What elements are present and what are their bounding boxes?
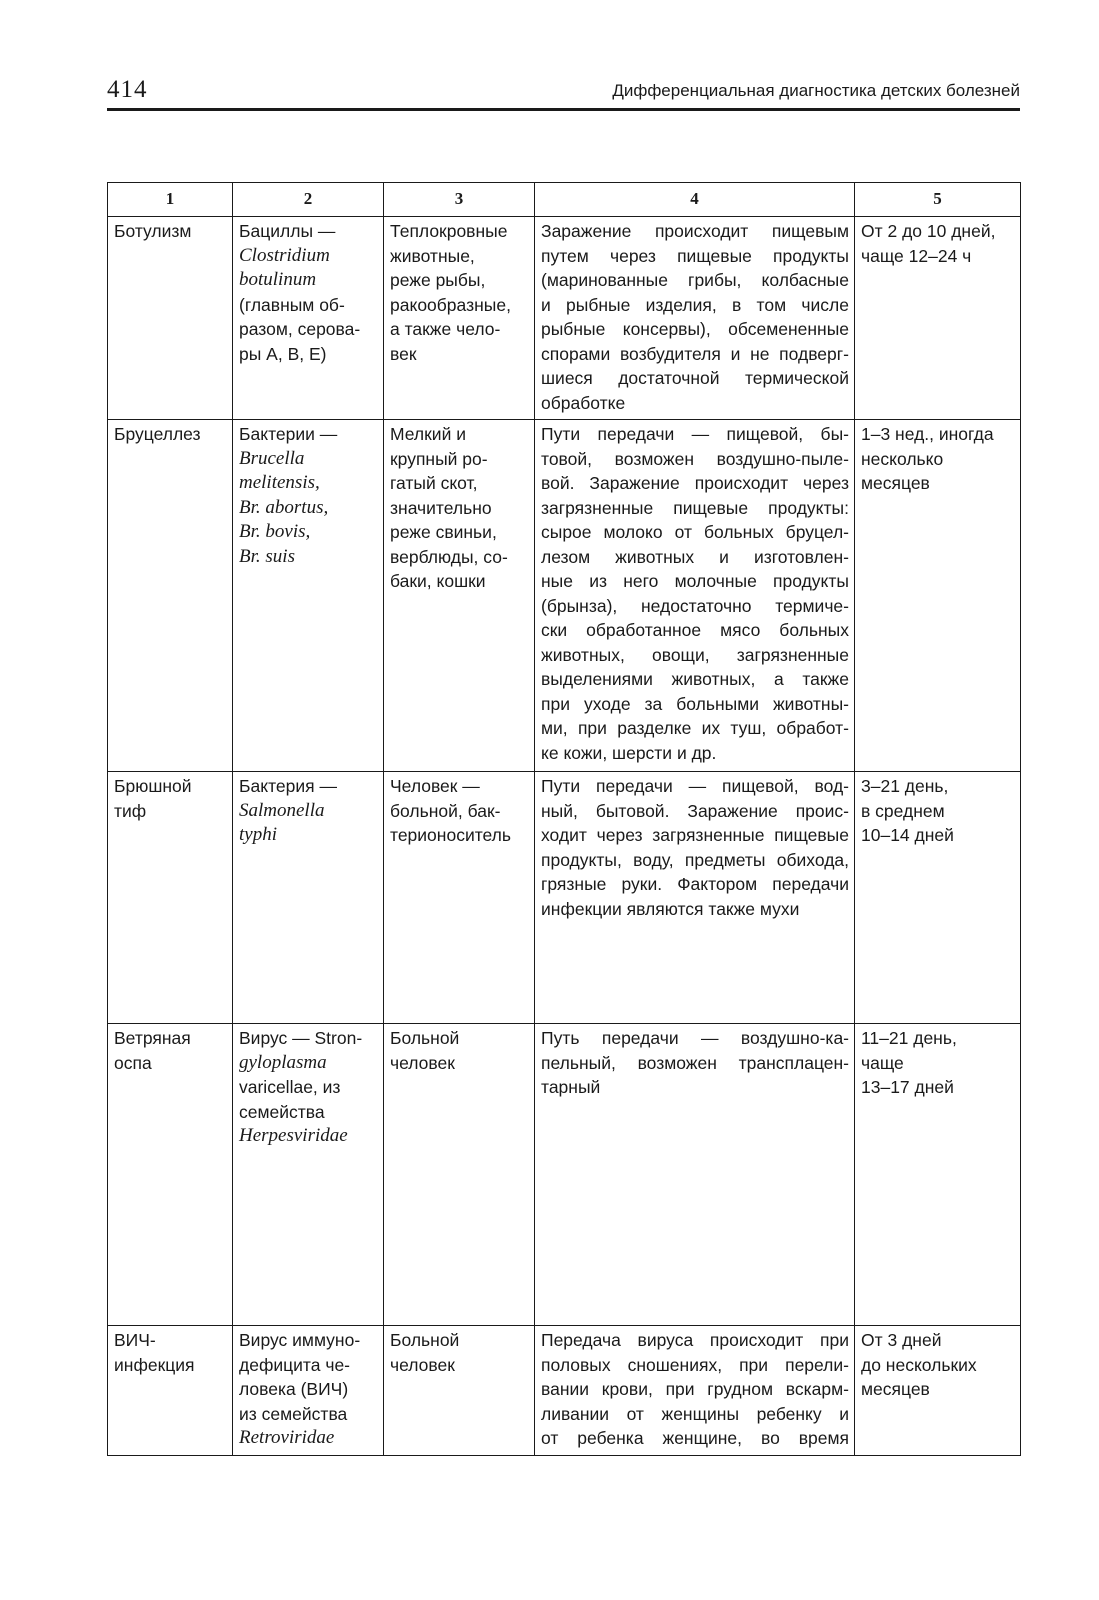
source-cell (384, 772, 535, 1024)
cell-line: дефицита че- (239, 1354, 351, 1375)
cell-line: в среднем (861, 800, 945, 821)
cell-line: Вирус иммуно- (239, 1330, 361, 1350)
cell-line: ловека (ВИЧ) (239, 1379, 349, 1399)
cell-line: Бактерии — (239, 424, 338, 444)
cell-line: тарный (541, 1077, 601, 1097)
cell-line: Вирус — Stron- (239, 1028, 363, 1048)
cell-line: месяцев (861, 473, 930, 493)
cell-line: Теплокровные (390, 221, 508, 241)
cell-line: значительно (390, 497, 492, 518)
pathogen-cell (233, 217, 384, 420)
incubation-cell (855, 420, 1021, 772)
cell-line: инфекции являются также мухи (541, 898, 800, 919)
incubation-cell (855, 217, 1021, 420)
cell-line: чаще 12–24 ч (861, 245, 972, 266)
cell-line: тиф (114, 800, 147, 821)
cell-line: Retroviridae (239, 1427, 335, 1448)
cell-line: ходит через загрязненные пищевые (541, 825, 849, 845)
transmission-cell (535, 420, 855, 772)
cell-line: пельный, возможен трансплацен- (541, 1052, 849, 1073)
cell-line: месяцев (861, 1379, 930, 1399)
cell-line: животных, овощи, загрязненные (541, 644, 849, 665)
source-cell (384, 420, 535, 772)
cell-line: ливании от женщины ребенку и (541, 1403, 849, 1424)
cell-line: ракообразные, (390, 294, 511, 315)
cell-line: чаще (861, 1052, 904, 1073)
cell-line: товой, возможен воздушно-пыле- (541, 448, 849, 469)
table-row (108, 420, 1021, 772)
cell-line: Ботулизм (114, 221, 192, 241)
cell-line: Человек — (390, 776, 480, 796)
cell-line: шиеся достаточной термической (541, 368, 849, 388)
cell-line: выделениями животных, а также (541, 669, 849, 689)
cell-line: Пути передачи — пищевой, бы- (541, 424, 849, 444)
table-row (108, 1326, 1021, 1456)
cell-line: спорами возбудителя и не подверг- (541, 343, 849, 364)
cell-line: семейства (239, 1101, 325, 1122)
cell-line: половых сношениях, при перели- (541, 1354, 849, 1375)
cell-line: 1–3 нед., иногда (861, 424, 994, 444)
cell-line: Бактерия — (239, 776, 337, 796)
column-header: 3 (384, 183, 535, 217)
cell-line: Больной (390, 1028, 460, 1048)
cell-line: сырое молоко от больных бруцел- (541, 522, 849, 542)
header-row (108, 183, 1021, 217)
column-header: 5 (855, 183, 1021, 217)
cell-line: больной, бак- (390, 800, 501, 821)
cell-line: Clostridium (239, 244, 330, 266)
cell-line: вой. Заражение происходит через (541, 473, 849, 493)
running-title: Дифференциальная диагностика детских болезней (612, 81, 1020, 100)
cell-line: человек (390, 1354, 455, 1375)
cell-line: Бруцеллез (114, 424, 201, 444)
cell-line: разом, серова- (239, 319, 361, 339)
disease-cell (108, 420, 233, 772)
cell-line: обработке (541, 392, 626, 413)
cell-line: верблюды, со- (390, 546, 508, 567)
cell-line: инфекция (114, 1354, 195, 1375)
cell-line: (брынза), недостаточно термиче- (541, 595, 849, 616)
pathogen-cell (233, 1326, 384, 1456)
column-header: 4 (535, 183, 855, 217)
transmission-cell (535, 217, 855, 420)
cell-line: рыбные консервы), обсемененные (541, 319, 849, 339)
column-header: 1 (108, 183, 233, 217)
incubation-cell (855, 1024, 1021, 1326)
cell-line: а также чело- (390, 319, 501, 339)
cell-line: вании крови, при грудном вскарм- (541, 1379, 849, 1399)
cell-line: Бациллы — (239, 221, 336, 241)
cell-line: ные из него молочные продукты (541, 571, 849, 591)
cell-line: грязные руки. Фактором передачи (541, 874, 849, 894)
cell-line: Br. suis (239, 545, 295, 567)
cell-line: 13–17 дней (861, 1077, 954, 1097)
cell-line: Br. bovis, (239, 521, 311, 542)
cell-line: гатый скот, (390, 473, 478, 493)
table-body (108, 217, 1021, 1456)
cell-line: 11–21 день, (861, 1028, 957, 1048)
cell-line: продукты, воду, предметы обихода, (541, 849, 849, 870)
incubation-cell (855, 1326, 1021, 1456)
cell-line: крупный ро- (390, 448, 488, 469)
cell-line: gyloplasma (239, 1051, 327, 1073)
pathogen-cell (233, 772, 384, 1024)
cell-line: реже рыбы, (390, 270, 486, 290)
cell-line: лезом животных и изготовлен- (541, 546, 849, 567)
cell-line: (главным об- (239, 294, 345, 315)
cell-line: botulinum (239, 269, 317, 290)
table-row (108, 1024, 1021, 1326)
cell-line: Пути передачи — пищевой, вод- (541, 776, 849, 796)
cell-line: Herpesviridae (239, 1125, 348, 1146)
incubation-cell (855, 772, 1021, 1024)
cell-line: (маринованные грибы, колбасные (541, 270, 849, 290)
cell-line: баки, кошки (390, 571, 486, 591)
cell-line: до нескольких (861, 1354, 977, 1375)
cell-line: От 2 до 10 дней, (861, 221, 996, 241)
disease-cell (108, 1024, 233, 1326)
infection-table (107, 182, 1021, 1456)
cell-line: и рыбные изделия, в том числе (541, 294, 849, 315)
page-header (107, 76, 1020, 111)
cell-line: путем через пищевые продукты (541, 245, 849, 266)
cell-line: Br. abortus, (239, 496, 329, 518)
source-cell (384, 217, 535, 420)
table-row (108, 772, 1021, 1024)
cell-line: ры А, В, Е) (239, 343, 327, 364)
cell-line: ВИЧ- (114, 1330, 156, 1350)
cell-line: оспа (114, 1052, 152, 1073)
cell-line: Заражение происходит пищевым (541, 221, 849, 241)
cell-line: Брюшной (114, 776, 192, 796)
cell-line: при уходе за больными животны- (541, 693, 849, 714)
cell-line: Salmonella (239, 799, 325, 821)
cell-line: 3–21 день, (861, 776, 949, 796)
page-number: 414 (107, 76, 148, 103)
cell-line: Brucella (239, 447, 305, 469)
cell-line: век (390, 343, 417, 364)
pathogen-cell (233, 1024, 384, 1326)
cell-line: Путь передачи — воздушно-ка- (541, 1028, 849, 1048)
cell-line: Мелкий и (390, 424, 466, 444)
cell-line: из семейства (239, 1403, 348, 1424)
pathogen-cell (233, 420, 384, 772)
transmission-cell (535, 772, 855, 1024)
cell-line: varicellae, из (239, 1077, 341, 1097)
cell-line: человек (390, 1052, 455, 1073)
cell-line: melitensis, (239, 472, 320, 493)
cell-line: ке кожи, шерсти и др. (541, 742, 717, 763)
cell-line: ми, при разделке их туш, обработ- (541, 718, 849, 738)
cell-line: Больной (390, 1330, 460, 1350)
cell-line: несколько (861, 448, 944, 469)
cell-line: 10–14 дней (861, 825, 954, 845)
cell-line: От 3 дней (861, 1330, 942, 1350)
cell-line: Ветряная (114, 1028, 191, 1048)
cell-line: ный, бытовой. Заражение проис- (541, 800, 849, 821)
cell-line: от ребенка женщине, во время (541, 1428, 849, 1448)
cell-line: Передача вируса происходит при (541, 1330, 849, 1350)
disease-cell (108, 217, 233, 420)
transmission-cell (535, 1326, 855, 1456)
source-cell (384, 1024, 535, 1326)
disease-cell (108, 1326, 233, 1456)
table-row (108, 217, 1021, 420)
transmission-cell (535, 1024, 855, 1326)
source-cell (384, 1326, 535, 1456)
disease-cell (108, 772, 233, 1024)
cell-line: ски обработанное мясо больных (541, 620, 849, 640)
column-header: 2 (233, 183, 384, 217)
cell-line: реже свиньи, (390, 522, 497, 542)
cell-line: животные, (390, 245, 475, 266)
cell-line: загрязненные пищевые продукты: (541, 497, 849, 518)
cell-line: typhi (239, 824, 277, 845)
cell-line: терионоситель (390, 825, 512, 845)
